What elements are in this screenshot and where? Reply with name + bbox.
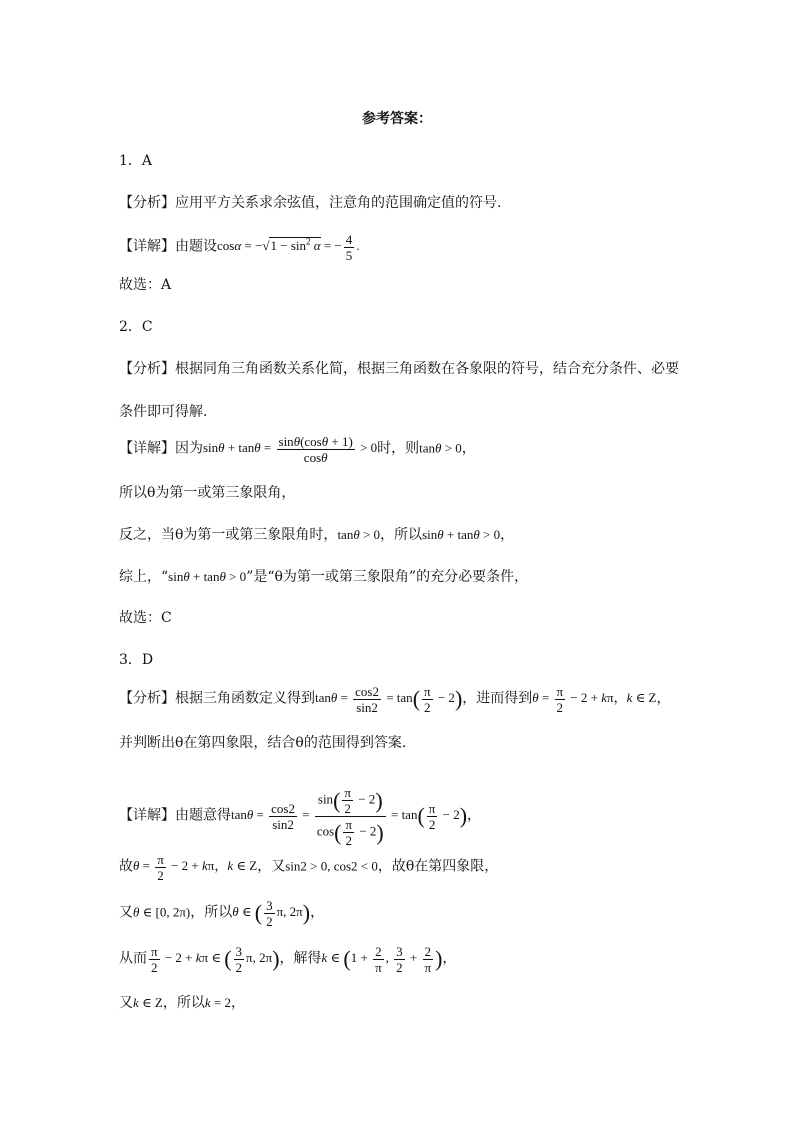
q3-analysis-formula-1: tanθ = $\frac{\cos 2}{\sin 2}$ = tan( $\frac{\pi}{2}$ − 2) (315, 684, 463, 715)
q2-converse-formula-2: sinθ + tanθ > 0 (422, 527, 501, 542)
q3-gu-c: ，故θ在第四象限， (377, 858, 499, 875)
q2-analysis-line1: 【分析】根据同角三角函数关系化简，根据三角函数在各象限的符号，结合充分条件、必要 (119, 361, 679, 377)
q3-last-b: ，所以 (162, 995, 205, 1011)
q3-last-formula-2: k = 2 (204, 995, 231, 1010)
q1-detail-prefix: 【详解】由题设 (119, 238, 217, 255)
q3-last-a: 又 (119, 995, 133, 1011)
q2-converse-line: 反之，当θ为第一或第三象限角时，tanθ > 0，所以sinθ + tanθ > 0， (119, 527, 515, 543)
q1-detail (119, 232, 360, 263)
q3-cong-a: 从而 (119, 950, 147, 967)
q3-detail-prefix: 【详解】由题意得 (119, 807, 231, 824)
q2-formula-1: sinθ + tanθ = $\frac{\sin\theta(\cos\theta + 1)}{\cos\theta}$ > 0 (203, 434, 378, 465)
q3-you-formula-2: θ ∈ ( $\frac{3}{2}$ π, 2π) (232, 898, 311, 929)
q2-formula-2: tanθ > 0 (419, 440, 462, 456)
q1-choice: 故选：A (119, 277, 172, 293)
q3-you-formula-1: θ ∈ [0, 2π) (133, 904, 191, 920)
page-title: 参考答案： (362, 111, 432, 127)
q3-you-a: 又 (119, 904, 133, 921)
q2-detail-prefix: 【详解】因为 (119, 440, 203, 457)
q3-last-formula-1: k ∈ Z (133, 995, 163, 1010)
question-2-header: 2．C (119, 319, 153, 335)
q3-cong-line: 从而 $\frac{\pi}{2}$ − 2 + kπ ∈ ( $\frac{3}{2}$ π, 2π)，解得k ∈ (1 + $\frac{2}{\pi}$ , $\frac{3}{2}$ + $\frac{2}{\pi}$ )， (119, 944, 457, 975)
q3-gu-a: 故 (119, 858, 133, 875)
q2-summary-a: 综上，“ (119, 569, 169, 585)
q3-cong-formula-2: k ∈ (1 + $\frac{2}{\pi}$ , $\frac{3}{2}$ + $\frac{2}{\pi}$ ) (321, 944, 443, 975)
q3-you-b: ，所以 (190, 904, 233, 921)
q3-gu-formula-1: θ = $\frac{\pi}{2}$ − 2 + kπ，k ∈ Z (133, 852, 258, 883)
q3-gu-b: ，又 (257, 858, 286, 875)
q3-cong-b: ，解得 (279, 950, 322, 967)
q2-summary-formula: sinθ + tanθ > 0 (168, 569, 247, 584)
q3-you-line: 又θ ∈ [0, 2π)，所以θ ∈ ( $\frac{3}{2}$ π, 2π)， (119, 898, 325, 929)
question-3-header: 3．D (119, 652, 154, 668)
q2-summary-b: ”是“θ为第一或第三象限角”的充分必要条件， (246, 569, 529, 585)
q2-choice: 故选：C (119, 610, 172, 626)
q1-analysis: 【分析】应用平方关系求余弦值，注意角的范围确定值的符号. (119, 195, 502, 211)
q3-analysis-line1: 【分析】根据三角函数定义得到tanθ = $\frac{\cos 2}{\sin 2}$ = tan( $\frac{\pi}{2}$ − 2)，进而得到θ = $\frac{\pi}{2}$ − 2 + kπ，k ∈ Z， (119, 684, 671, 715)
q3-gu-formula-2: sin2 > 0, cos2 < 0 (285, 858, 378, 874)
q2-detail-mid: 时，则 (377, 440, 420, 457)
q3-analysis-formula-2: θ = $\frac{\pi}{2}$ − 2 + kπ，k ∈ Z (532, 684, 657, 715)
question-1-header: 1．A (119, 153, 153, 169)
q3-analysis-line2: 并判断出θ在第四象限，结合θ的范围得到答案. (119, 735, 407, 751)
q2-analysis-line2: 条件即可得解. (119, 404, 208, 420)
q3-analysis-b: ，进而得到 (462, 690, 533, 707)
q2-converse-b: ，所以 (380, 527, 423, 543)
q2-converse-a: 反之，当θ为第一或第三象限角时， (119, 527, 338, 543)
q2-detail: 【详解】因为sinθ + tanθ = $\frac{\sin\theta(\cos\theta + 1)}{\cos\theta}$ > 0时，则tanθ > 0， (119, 434, 476, 465)
q2-quadrant-line: 所以θ为第一或第三象限角， (119, 485, 296, 501)
q3-cong-formula-1: $\frac{\pi}{2}$ − 2 + kπ ∈ ( $\frac{3}{2}$ π, 2π) (151, 944, 280, 975)
q2-converse-formula-1: tanθ > 0 (337, 527, 381, 542)
q3-gu-line (119, 852, 498, 883)
q3-last-line: 又k ∈ Z，所以k = 2， (119, 995, 245, 1011)
q2-summary-line (119, 568, 528, 586)
q3-analysis-a: 【分析】根据三角函数定义得到 (119, 690, 315, 707)
q1-formula: $\cos\alpha = -√1 - \sin^2 \alpha$ = − $\frac{4}{5}$ . (217, 232, 360, 263)
q3-detail-formula: tanθ = $\frac{\cos 2}{\sin 2}$ = sin( $\frac{\pi}{2}$ − 2) cos( $\frac{\pi}{2}$ − 2) = tan( $\frac{\pi}{2}$ − 2) (231, 785, 468, 848)
q3-detail: 【详解】由题意得tanθ = $\frac{\cos 2}{\sin 2}$ = sin( $\frac{\pi}{2}$ − 2) cos( $\frac{\pi}{2}$ − 2) = tan( $\frac{\pi}{2}$ − 2)， (119, 785, 482, 848)
